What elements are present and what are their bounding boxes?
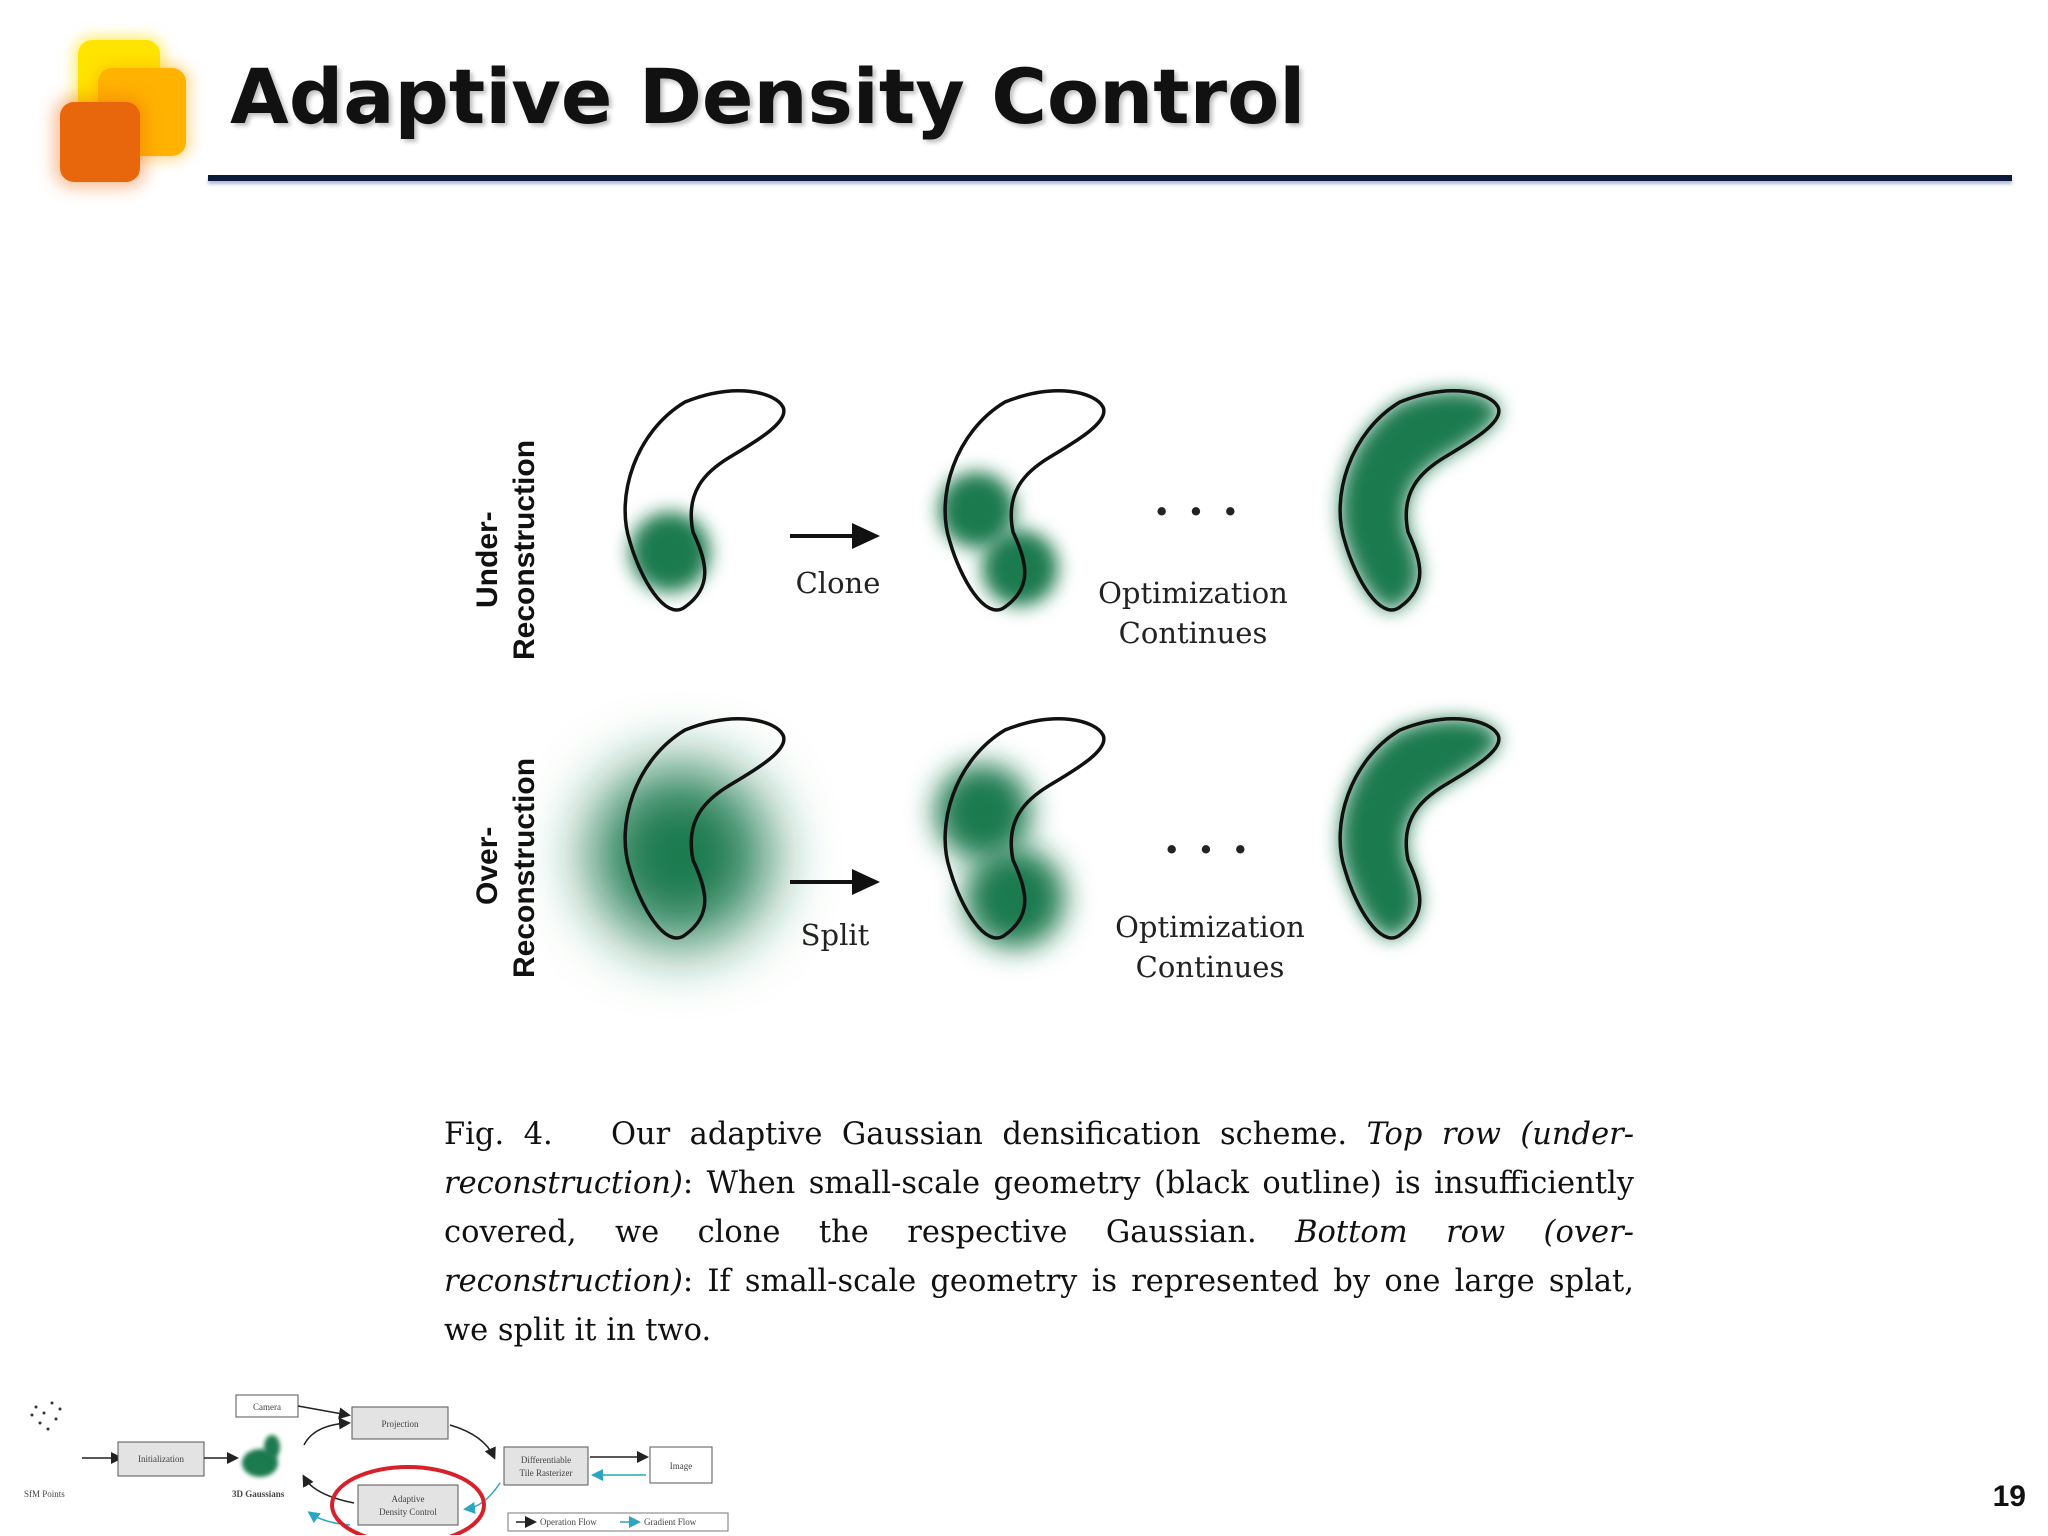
top-optimized-stage [1340,391,1499,610]
optimization-label-top-line2: Continues [1118,616,1268,650]
bottom-initial-stage [590,719,784,945]
bottom-split-stage [935,719,1104,948]
caption-bottom-row: Bottom row (over-reconstruction) [444,1215,1634,1299]
adaptive-label-line2: Density Control [379,1507,437,1517]
optimization-label-bottom-line1: Optimization [1115,910,1305,944]
ellipsis-top: • • • [1153,495,1243,529]
logo-square-orange [60,102,140,182]
rasterizer-label-line1: Differentiable [520,1455,572,1465]
gaussian-blob-large [590,765,770,945]
title-divider [208,175,2012,181]
pipeline-thumbnail [14,1385,734,1535]
gaussian-blob-clone-b [982,530,1058,606]
adaptive-density-box [358,1485,458,1525]
page-number: 19 [1992,1480,2026,1513]
ellipsis-bottom: • • • [1163,833,1253,867]
camera-label: Camera [253,1402,281,1412]
adaptive-label-line1: Adaptive [391,1494,425,1504]
optimization-label-bottom-line2: Continues [1135,950,1285,984]
row-label-top-line2: Reconstruction [508,439,541,660]
caption-top-row-text: : When small-scale geometry (black outline) is insufficiently covered, we clone the respective Gaussian. [444,1166,1634,1250]
row-label-top-line1: Under- [471,511,504,608]
projection-label: Projection [381,1419,419,1429]
densification-figure [440,350,1650,1070]
clone-arrow-icon [790,523,880,549]
figure-caption [444,1110,1634,1355]
slide-logo-icon [40,30,210,190]
row-label-bottom-line1: Over- [471,826,504,905]
bottom-optimized-stage [1340,719,1499,938]
gaussian-blob-small [630,512,710,592]
legend-operation-flow: Operation Flow [540,1517,597,1527]
caption-fig-number: Fig. 4. [444,1117,553,1152]
top-cloned-stage [939,391,1104,610]
split-label: Split [800,918,870,952]
split-arrow-icon [790,869,880,895]
gaussians-3d-label: 3D Gaussians [232,1489,285,1499]
clone-label: Clone [795,566,881,600]
rasterizer-box [504,1447,588,1485]
row-label-bottom-line2: Reconstruction [508,757,541,978]
slide-title: Adaptive Density Control [230,52,1306,141]
sfm-points-icon [31,1402,62,1431]
initialization-label: Initialization [138,1454,184,1464]
rasterizer-label-line2: Tile Rasterizer [519,1468,573,1478]
top-initial-stage [625,391,784,610]
sfm-points-label: SfM Points [24,1489,65,1499]
caption-bottom-row-text: : If small-scale geometry is represented by one large splat, we split it in two. [444,1264,1634,1348]
caption-top-row: Top row (under-reconstruction) [444,1117,1635,1201]
image-label: Image [669,1461,693,1471]
legend-gradient-flow: Gradient Flow [644,1517,697,1527]
caption-intro: Our adaptive Gaussian densification scheme. [611,1117,1348,1152]
optimization-label-top-line1: Optimization [1098,576,1288,610]
gaussians-3d-icon [242,1435,280,1477]
